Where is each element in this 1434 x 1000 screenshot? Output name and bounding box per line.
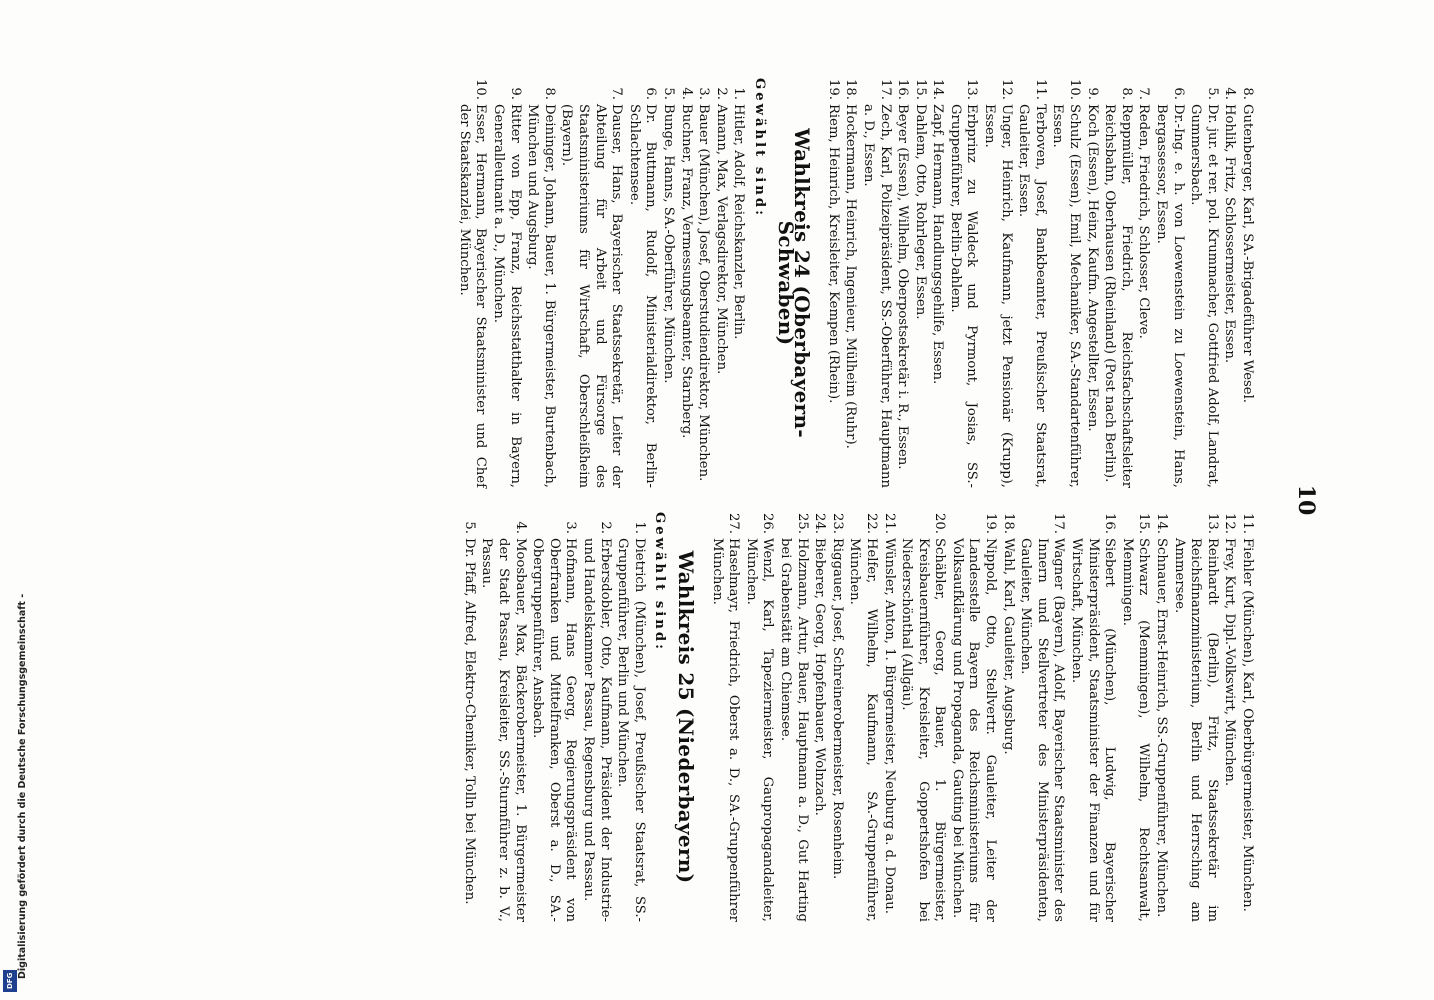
list-item — [558, 78, 624, 488]
entry-number: 27. — [726, 513, 742, 534]
entry-list — [460, 512, 647, 922]
entry-text: Dr. Buttmann, Rudolf, Ministerialdirektor, Berlin-Schlachtensee. — [626, 104, 659, 488]
list-item — [948, 512, 998, 922]
list-item — [1101, 78, 1134, 488]
entry-number: 14. — [930, 79, 946, 100]
entry-number: 15. — [1136, 513, 1152, 534]
entry-number: 12. — [998, 79, 1014, 100]
entry-number: 14. — [1154, 513, 1170, 534]
entry-number: 7. — [1136, 87, 1152, 100]
list-item — [946, 78, 979, 488]
entry-number: 24. — [812, 513, 828, 534]
list-item — [1118, 512, 1151, 922]
entry-text: Dietrich (München), Josef, Preußischer Staatsrat, SS.-Gruppenführer, Berlin und München. — [615, 538, 647, 922]
entry-number: 5. — [461, 521, 477, 534]
right-column — [459, 512, 1255, 922]
list-item — [859, 78, 892, 488]
entry-text: Helfer, Wilhelm, Kaufmann, SA.-Gruppenführer, München. — [847, 538, 879, 922]
entry-text: Riem, Heinrich, Kreisleiter, Kempen (Rhein). — [825, 104, 841, 404]
list-item — [911, 78, 928, 488]
list-item — [1187, 78, 1220, 488]
entry-text: Erbprinz zu Waldeck und Pyrmont, Josias, SS.-Gruppenführer, Berlin-Dahlem. — [947, 104, 980, 488]
entry-text: Buchner, Franz, Vermessungsbeamter, Starnberg. — [678, 104, 694, 439]
entry-text: Dahlem, Otto, Rohrleger, Essen. — [912, 104, 928, 320]
entry-number: 9. — [1084, 87, 1100, 100]
entry-text: Gutenberger, Karl, SA.-Brigadeführer Wesel. — [1240, 104, 1255, 403]
entry-number: 3. — [563, 521, 579, 534]
list-item — [846, 512, 879, 922]
entry-number: 4. — [678, 87, 694, 100]
entry-number: 10. — [473, 79, 489, 100]
entry-number: 10. — [1067, 79, 1083, 100]
list-item — [824, 78, 841, 488]
list-item — [1067, 512, 1117, 922]
entry-number: 11. — [1032, 79, 1048, 100]
list-item — [776, 512, 809, 922]
entry-number: 6. — [1170, 87, 1186, 100]
entry-number: 2. — [597, 521, 613, 534]
list-item — [712, 78, 729, 488]
entry-number: 17. — [877, 79, 893, 100]
list-item — [1170, 512, 1220, 922]
entry-text: Reden, Friedrich, Schlosser, Cleve. — [1136, 104, 1152, 339]
section-heading-wahlkreis-25: Wahlkreis 25 (Niederbayern) — [674, 550, 698, 884]
list-item — [999, 512, 1016, 922]
entry-number: 18. — [843, 79, 859, 100]
entry-text: Schnauer, Ernst-Heinrich, SS.-Gruppenführer, München. — [1154, 538, 1170, 918]
list-item — [811, 512, 828, 922]
entry-text: Hockermann, Heinrich, Ingenieur, Mülheim (Ruhr). — [843, 104, 859, 449]
entry-text: Riggauer, Josef, Schreinerobermeister, Rosenheim. — [829, 538, 845, 880]
entry-text: Dauser, Hans, Bayerischer Staatssekretär, Leiter der Abteilung für Arbeit und Fürsorge des Staatsministeriums für Wirtschaft, Oberschleißheim (Bayern). — [559, 104, 625, 488]
entry-number: 16. — [1102, 513, 1118, 534]
entry-number: 13. — [1204, 513, 1220, 534]
list-item — [524, 78, 557, 488]
entry-number: 8. — [1240, 87, 1255, 100]
entry-text: Ritter von Epp, Franz, Reichsstatthalter in Bayern, Generalleutnant a. D., München. — [491, 104, 523, 488]
list-item — [898, 512, 948, 922]
entry-text: Dr.-Ing. e. h. von Loewenstein zu Loewenstein, Hans, Bergassessor, Essen. — [1154, 104, 1186, 488]
entry-text: Zapf, Hermann, Handlungsgehilfe, Essen. — [930, 104, 946, 385]
entry-text: Deininger, Johann, Bauer, 1. Bürgermeister, Burtenbach, München und Augsburg. — [525, 104, 557, 488]
list-item — [1238, 512, 1255, 922]
list-item — [1015, 78, 1048, 488]
entry-number: 6. — [643, 87, 659, 100]
entry-number: 16. — [895, 79, 911, 100]
entry-text: Haselmayr, Friedrich, Oberst a. D., SA.-Gruppenführer München. — [709, 538, 742, 922]
list-item — [625, 78, 658, 488]
list-item — [695, 78, 712, 488]
entry-text: Bieberer, Georg, Hopfenbauer, Wolnzach. — [812, 538, 828, 816]
entry-list — [455, 78, 746, 488]
entry-text: Unger, Heinrich, Kaufmann, jetzt Pensionär (Krupp), Essen. — [982, 104, 1014, 488]
gewaehlt-sind-label: Gewählt sind: — [652, 512, 668, 652]
list-item — [478, 512, 528, 922]
entry-number: 22. — [863, 513, 879, 534]
entry-number: 25. — [794, 513, 810, 534]
entry-text: Schäbler, Georg, Bauer, 1. Bürgermeister, Kreisbauernführer, Kreisleiter, Goppertshofen bei Niederschönthal (Allgäu). — [899, 538, 948, 922]
entry-number: 15. — [912, 79, 928, 100]
list-item — [1221, 78, 1238, 488]
entry-text: Terboven, Josef, Bankbeamter, Preußischer Staatsrat, Gauleiter, Essen. — [1016, 104, 1048, 488]
list-item — [579, 512, 612, 922]
entry-number: 17. — [1051, 513, 1067, 534]
entry-number: 18. — [1000, 513, 1016, 534]
entry-number: 5. — [1204, 87, 1220, 100]
entry-text: Fiehler (München), Karl, Oberbürgermeister, München. — [1240, 538, 1255, 912]
list-item — [1238, 78, 1255, 488]
list-item — [1152, 512, 1169, 922]
entry-number: 12. — [1222, 513, 1238, 534]
list-item — [1083, 78, 1100, 488]
list-item — [880, 512, 897, 922]
entry-number: 11. — [1240, 513, 1255, 534]
entry-text: Koch (Essen), Heinz, Kaufm. Angestellter, Essen. — [1084, 104, 1100, 432]
entry-text: Beyer (Essen), Wilhelm, Oberpostsekretär i. R., Essen. — [895, 104, 911, 470]
list-item — [614, 512, 647, 922]
entry-text: Wagner (Bayern), Adolf, Bayerischer Staatsminister des Innern und Stellvertreter des Ministerpräsidenten, Gauleiter, München. — [1018, 538, 1067, 922]
digitization-note-text: Digitalisierung gefördert durch die Deutsche Forschungsgemeinschaft - — [17, 593, 28, 979]
list-item — [677, 78, 694, 488]
entry-text: Dr. jur. et rer. pol. Krummacher, Gottfried Adolf, Landrat, Gummersbach. — [1188, 104, 1220, 488]
list-item — [730, 78, 747, 488]
list-item — [894, 78, 911, 488]
entry-number: 23. — [829, 513, 845, 534]
entry-number: 13. — [964, 79, 980, 100]
entry-text: Wahl, Karl, Gauleiter, Augsburg. — [1000, 538, 1016, 755]
entry-number: 8. — [541, 87, 557, 100]
entry-number: 4. — [1222, 87, 1238, 100]
entry-text: Wenzl, Karl, Tapeziermeister, Gaupropagandaleiter, München. — [743, 538, 776, 922]
left-column — [454, 78, 1255, 488]
page-number: 10 — [1293, 484, 1319, 516]
gewaehlt-sind-label: Gewählt sind: — [751, 78, 767, 218]
entry-number: 2. — [713, 87, 729, 100]
entry-number: 4. — [512, 521, 528, 534]
list-item — [489, 78, 522, 488]
dfg-logo: DFG — [3, 970, 17, 992]
list-item — [460, 512, 477, 922]
entry-text: Reinhardt (Berlin), Fritz, Staatssekretär im Reichsfinanzministerium, Berlin und Herrsching am Ammersee. — [1171, 538, 1220, 922]
list-item — [708, 512, 741, 922]
list-item — [1049, 78, 1082, 488]
entry-text: Moosbauer, Max, Bäckerobermeister, 1. Bürgermeister der Stadt Passau, Kreisleiter, SS.-Sturmführer z. b. V., Passau. — [479, 538, 528, 922]
list-item — [842, 78, 859, 488]
entry-text: Hitler, Adolf, Reichskanzler, Berlin. — [731, 104, 747, 340]
entry-text: Dr. Pfaff, Alfred, Elektro-Chemiker, Tolln bei München. — [461, 538, 477, 905]
list-item — [455, 78, 488, 488]
entry-number: 7. — [609, 87, 625, 100]
entry-text: Bauer (München), Josef, Oberstudiendirektor, München. — [696, 104, 712, 482]
list-item — [1135, 78, 1152, 488]
entry-text: Frey, Kurt, Dipl.-Volkswirt, München. — [1222, 538, 1238, 787]
rotated-page-content — [87, 20, 1347, 980]
entry-text: Reppmüller, Friedrich, Reichsfachschaftsleiter Reichsbahn, Oberhausen (Rheinland) (Post nach Berlin). — [1102, 104, 1134, 488]
entry-text: Esser, Hermann, Bayerischer Staatsminister und Chef der Staatskanzlei, München. — [456, 104, 489, 488]
entry-number: 21. — [881, 513, 897, 534]
entry-list — [708, 512, 1255, 922]
entry-text: Nippold, Otto, Stellvertr. Gauleiter, Leiter der Landesstelle Bayern des Reichsministeriums für Volksaufklärung und Propaganda, Gauting bei München. — [949, 538, 999, 922]
entry-text: Holzmann, Artur, Bauer, Hauptmann a. D., Gut Harting bei Grabenstätt am Chiemsee. — [777, 538, 810, 922]
entry-text: Wünsler, Anton, 1. Bürgermeister, Neuburg a. d. Donau. — [881, 538, 897, 914]
entry-number: 9. — [507, 87, 523, 100]
entry-text: Schwarz (Memmingen), Wilhelm, Rechtsanwalt, Memmingen. — [1119, 538, 1152, 922]
list-item — [981, 78, 1014, 488]
entry-number: 26. — [760, 513, 776, 534]
entry-number: 19. — [983, 513, 999, 534]
entry-list — [824, 78, 1255, 488]
digitization-note — [4, 0, 28, 990]
entry-text: Schulz (Essen), Emil, Mechaniker, SA.-Standartenführer, Essen. — [1050, 104, 1083, 488]
entry-number: 5. — [661, 87, 676, 100]
entry-text: Hofmann, Hans Georg, Regierungspräsident von Oberfranken und Mittelfranken, Oberst a. D., SA.-Obergruppenführer, Ansbach. — [530, 538, 579, 922]
entry-number: 1. — [631, 521, 647, 534]
list-item — [828, 512, 845, 922]
entry-text: Amann, Max, Verlagsdirektor, München. — [713, 104, 729, 375]
entry-number: 19. — [825, 79, 841, 100]
entry-text: Bunge, Hanns, SA.-Oberführer, München. — [661, 104, 676, 384]
entry-number: 20. — [932, 513, 948, 534]
entry-text: Hohlik, Fritz, Schlossermeister, Essen. — [1222, 104, 1238, 364]
entry-text: Zech, Karl, Polizeipräsident, SS.-Oberführer, Hauptmann a. D., Essen. — [860, 104, 893, 488]
entry-number: 3. — [696, 87, 712, 100]
section-heading-wahlkreis-24: Wahlkreis 24 (Oberbayern-Schwaben) — [773, 128, 815, 438]
entry-text: Erbersdobler, Otto, Kaufmann, Präsident der Industrie- und Handelskammer Passau, Regensburg und Passau. — [581, 538, 613, 922]
list-item — [529, 512, 579, 922]
list-item — [1017, 512, 1067, 922]
list-item — [742, 512, 775, 922]
entry-number: 8. — [1118, 87, 1134, 100]
list-item — [1221, 512, 1238, 922]
list-item — [1152, 78, 1185, 488]
list-item — [929, 78, 946, 488]
entry-text: Siebert (München), Ludwig, Bayerischer Ministerpräsident, Staatsminister der Finanzen und für Wirtschaft, München. — [1069, 538, 1118, 922]
list-item — [659, 78, 676, 488]
entry-number: 1. — [731, 87, 747, 100]
